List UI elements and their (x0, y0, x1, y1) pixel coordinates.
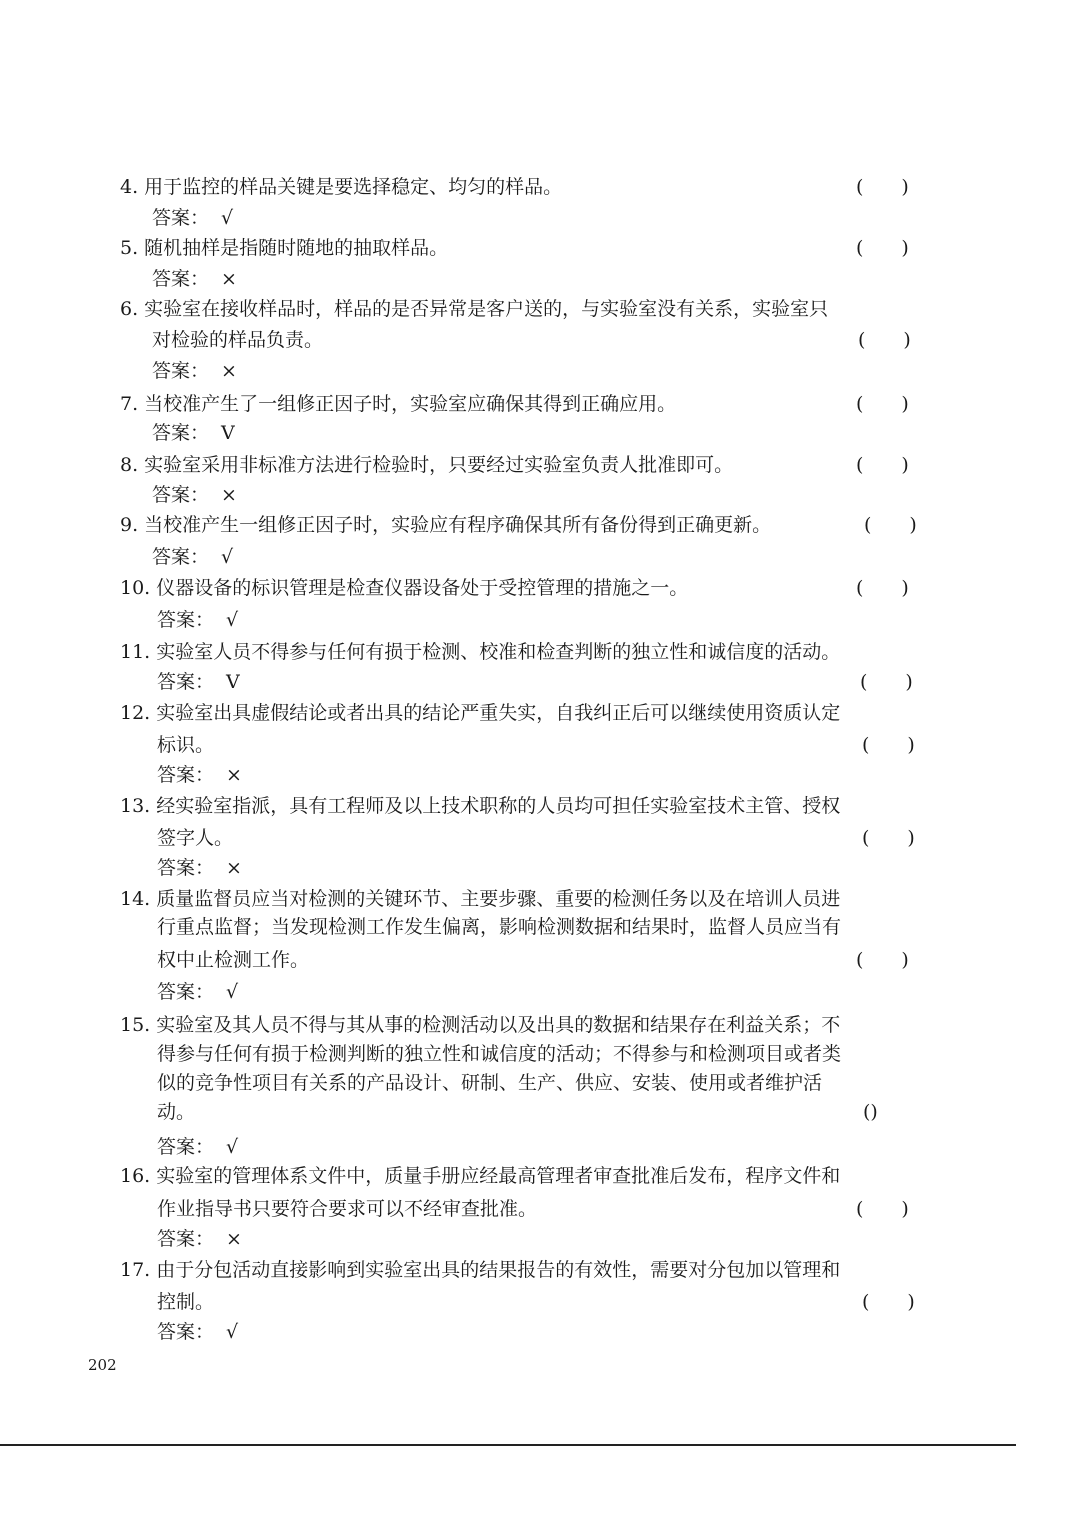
question-10-line-1: 10. 仪器设备的标识管理是检查仪器设备处于受控管理的措施之一。 (120, 577, 689, 599)
answer-label: 答案： (152, 360, 210, 382)
answer-label: 答案： (152, 207, 210, 229)
question-7-answer (152, 421, 235, 445)
answer-mark: √ (226, 609, 239, 631)
question-9-line-1: 9. 当校准产生一组修正因子时，实验应有程序确保其所有备份得到正确更新。 (120, 514, 772, 536)
question-15-answer (157, 1135, 238, 1159)
question-15-line-2: 得参与任何有损于检测判断的独立性和诚信度的活动；不得参与和检测项目或者类 (157, 1043, 842, 1065)
answer-mark: V (221, 422, 235, 444)
answer-label: 答案： (157, 981, 215, 1003)
question-6-answer-paren: ( ) (858, 329, 911, 351)
answer-mark: × (226, 764, 242, 786)
question-16-line-2: 作业指导书只要符合要求可以不经审查批准。 (157, 1198, 538, 1220)
question-17-line-1: 17. 由于分包活动直接影响到实验室出具的结果报告的有效性，需要对分包加以管理和 (120, 1259, 841, 1281)
answer-label: 答案： (157, 764, 215, 786)
answer-label: 答案： (157, 671, 215, 693)
page-number: 202 (88, 1356, 117, 1374)
answer-label: 答案： (152, 546, 210, 568)
answer-mark: √ (226, 1136, 239, 1158)
question-5-answer (152, 267, 237, 291)
question-4-answer (152, 206, 233, 230)
question-5-line-1: 5. 随机抽样是指随时随地的抽取样品。 (120, 237, 449, 259)
answer-label: 答案： (152, 422, 210, 444)
question-7-answer-paren: ( ) (856, 393, 909, 415)
answer-mark: × (221, 484, 237, 506)
question-6-answer (152, 359, 237, 383)
answer-label: 答案： (157, 1321, 215, 1343)
answer-label: 答案： (157, 857, 215, 879)
question-12-answer-paren: ( ) (862, 734, 915, 756)
question-8-line-1: 8. 实验室采用非标准方法进行检验时，只要经过实验室负责人批准即可。 (120, 454, 734, 476)
question-11-answer (157, 670, 240, 694)
question-14-answer-paren: ( ) (856, 949, 909, 971)
question-16-line-1: 16. 实验室的管理体系文件中，质量手册应经最高管理者审查批准后发布，程序文件和 (120, 1165, 841, 1187)
question-6-line-1: 6. 实验室在接收样品时，样品的是否异常是客户送的，与实验室没有关系，实验室只 (120, 298, 829, 320)
question-15-answer-paren: () (863, 1101, 878, 1123)
question-15-line-4: 动。 (157, 1101, 196, 1123)
question-14-line-2: 行重点监督；当发现检测工作发生偏离，影响检测数据和结果时，监督人员应当有 (157, 916, 842, 938)
question-15-line-1: 15. 实验室及其人员不得与其从事的检测活动以及出具的数据和结果存在利益关系；不 (120, 1014, 841, 1036)
question-9-answer-paren: ( ) (864, 514, 917, 536)
question-17-line-2: 控制。 (157, 1291, 215, 1313)
answer-mark: × (226, 1228, 242, 1250)
answer-mark: V (226, 671, 240, 693)
footer-rule (0, 1444, 1016, 1446)
question-6-line-2: 对检验的样品负责。 (152, 329, 324, 351)
question-11-answer-paren: ( ) (860, 671, 913, 693)
question-17-answer-paren: ( ) (862, 1291, 915, 1313)
question-10-answer (157, 608, 238, 632)
question-13-line-2: 签字人。 (157, 827, 234, 849)
question-4-answer-paren: ( ) (856, 176, 909, 198)
question-14-answer (157, 980, 238, 1004)
answer-label: 答案： (157, 1228, 215, 1250)
question-13-line-1: 13. 经实验室指派，具有工程师及以上技术职称的人员均可担任实验室技术主管、授权 (120, 795, 841, 817)
question-12-line-1: 12. 实验室出具虚假结论或者出具的结论严重失实，自我纠正后可以继续使用资质认定 (120, 702, 841, 724)
question-11-line-1: 11. 实验室人员不得参与任何有损于检测、校准和检查判断的独立性和诚信度的活动。 (120, 641, 841, 663)
question-13-answer (157, 856, 242, 880)
answer-label: 答案： (152, 484, 210, 506)
answer-mark: × (221, 360, 237, 382)
question-8-answer-paren: ( ) (856, 454, 909, 476)
answer-label: 答案： (157, 609, 215, 631)
answer-mark: × (221, 268, 237, 290)
answer-mark: × (226, 857, 242, 879)
question-16-answer (157, 1227, 242, 1251)
question-15-line-3: 似的竞争性项目有关系的产品设计、研制、生产、供应、安装、使用或者维护活 (157, 1072, 823, 1094)
answer-label: 答案： (157, 1136, 215, 1158)
answer-mark: √ (221, 207, 234, 229)
question-14-line-1: 14. 质量监督员应当对检测的关键环节、主要步骤、重要的检测任务以及在培训人员进 (120, 888, 841, 910)
question-9-answer (152, 545, 233, 569)
question-7-line-1: 7. 当校准产生了一组修正因子时，实验室应确保其得到正确应用。 (120, 393, 677, 415)
question-13-answer-paren: ( ) (862, 827, 915, 849)
answer-mark: √ (226, 981, 239, 1003)
question-5-answer-paren: ( ) (856, 237, 909, 259)
question-8-answer (152, 483, 237, 507)
answer-mark: √ (221, 546, 234, 568)
question-14-line-3: 权中止检测工作。 (157, 949, 310, 971)
question-16-answer-paren: ( ) (856, 1198, 909, 1220)
question-17-answer (157, 1320, 238, 1344)
question-10-answer-paren: ( ) (856, 577, 909, 599)
question-4-line-1: 4. 用于监控的样品关键是要选择稳定、均匀的样品。 (120, 176, 563, 198)
question-12-answer (157, 763, 242, 787)
question-12-line-2: 标识。 (157, 734, 215, 756)
answer-label: 答案： (152, 268, 210, 290)
answer-mark: √ (226, 1321, 239, 1343)
